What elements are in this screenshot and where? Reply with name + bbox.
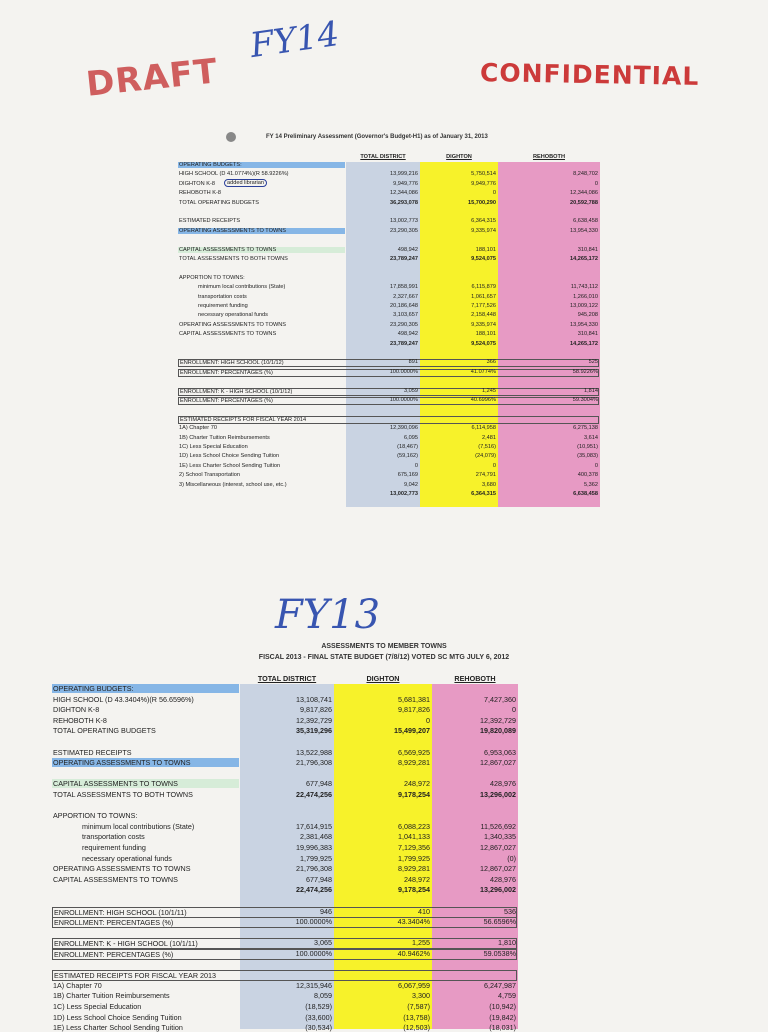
row-label: ENROLLMENT: PERCENTAGES (%)	[52, 917, 517, 928]
row-label: TOTAL ASSESSMENTS TO BOTH TOWNS	[179, 256, 288, 262]
cell-dighton: 9,178,254	[398, 885, 430, 895]
column-header: REHOBOTH	[454, 674, 496, 683]
cell-rehoboth: 945,208	[577, 312, 598, 319]
cell-rehoboth: (0)	[507, 853, 516, 863]
cell-dighton: (7,587)	[407, 1002, 430, 1011]
cell-rehoboth: 11,743,112	[570, 284, 598, 291]
cell-district: (18,467)	[397, 444, 418, 450]
cell-rehoboth: (35,083)	[577, 453, 598, 460]
cell-dighton: 6,088,223	[398, 821, 430, 831]
cell-rehoboth: 1,814	[584, 387, 598, 394]
row-label: ENROLLMENT: PERCENTAGES (%)	[52, 949, 517, 960]
fy13-subtitle: FISCAL 2013 - FINAL STATE BUDGET (7/8/12) VOTED SC MTG JULY 6, 2012	[258, 654, 510, 661]
row-label: requirement funding	[82, 843, 146, 852]
cell-district: 13,999,216	[390, 171, 418, 178]
librarian-annotation: added librarian	[224, 179, 267, 187]
row-label: ENROLLMENT: PERCENTAGES (%)	[178, 369, 599, 377]
row-label: 1C) Less Special Education	[53, 1002, 142, 1011]
row-label: CAPITAL ASSESSMENTS TO TOWNS	[178, 247, 345, 253]
row-label: minimum local contributions (State)	[82, 821, 195, 831]
cell-rehoboth: 8,248,702	[573, 171, 598, 178]
cell-district: 498,942	[397, 331, 418, 338]
cell-rehoboth: 525	[588, 359, 598, 366]
cell-district: (59,162)	[397, 453, 418, 460]
row-label: necessary operational funds	[198, 312, 268, 319]
row-label: 1A) Chapter 70	[53, 980, 102, 990]
row-label: 1D) Less School Choice Sending Tuition	[53, 1012, 182, 1022]
cell-rehoboth: 13,009,122	[570, 303, 598, 309]
row-label: ESTIMATED RECEIPTS FOR FISCAL YEAR 2013	[52, 970, 517, 981]
cell-rehoboth: 6,638,458	[573, 491, 598, 497]
cell-district: 13,522,988	[296, 747, 332, 757]
cell-district: 1,799,925	[300, 853, 332, 863]
cell-district: 100.0000%	[389, 397, 418, 403]
row-label: CAPITAL ASSESSMENTS TO TOWNS	[53, 874, 178, 884]
cell-rehoboth: 59.0538%	[483, 949, 516, 958]
cell-rehoboth: 12,867,027	[480, 758, 516, 768]
column-header: TOTAL DISTRICT	[257, 674, 317, 683]
cell-district: 3,065	[314, 938, 332, 948]
column-header: DIGHTON	[446, 154, 472, 160]
cell-district: 891	[408, 359, 418, 366]
cell-district: 3,059	[404, 387, 418, 394]
cell-rehoboth: 310,841	[577, 246, 598, 253]
cell-district: 498,942	[397, 246, 418, 253]
cell-dighton: 2,481	[482, 434, 496, 441]
cell-rehoboth: (19,842)	[489, 1012, 516, 1022]
cell-dighton: 274,791	[475, 472, 496, 479]
cell-rehoboth: 12,392,729	[480, 715, 516, 725]
row-label: OPERATING ASSESSMENTS TO TOWNS	[52, 758, 239, 767]
cell-district: 23,789,247	[390, 256, 418, 262]
cell-rehoboth: 19,820,089	[480, 726, 516, 736]
cell-rehoboth: 0	[594, 462, 598, 469]
cell-district: 13,108,741	[296, 694, 332, 704]
cell-rehoboth: 1,340,335	[484, 832, 516, 842]
cell-district: 21,796,308	[296, 758, 332, 768]
row-label: requirement funding	[198, 303, 248, 309]
cell-dighton: 0	[426, 715, 430, 725]
column-header: DIGHTON	[366, 674, 400, 683]
cell-district: 12,390,096	[390, 425, 418, 432]
cell-district: 23,789,247	[390, 340, 418, 347]
cell-dighton: 9,949,776	[471, 180, 496, 187]
cell-dighton: 9,335,974	[471, 321, 496, 328]
cell-rehoboth: 13,296,002	[480, 790, 516, 799]
row-label: TOTAL ASSESSMENTS TO BOTH TOWNS	[53, 790, 193, 799]
cell-district: 946	[320, 906, 332, 916]
cell-district: 12,392,729	[296, 715, 332, 725]
row-label: transportation costs	[82, 832, 145, 842]
cell-dighton: 2,158,448	[471, 312, 496, 319]
cell-rehoboth: 428,976	[490, 779, 516, 789]
cell-rehoboth: 1,810	[498, 938, 516, 948]
cell-district: 0	[414, 462, 418, 469]
cell-district: 677,948	[306, 779, 332, 789]
cell-district: 677,948	[306, 874, 332, 884]
cell-district: 22,474,256	[296, 885, 332, 895]
row-label: 1E) Less Charter School Sending Tuition	[179, 462, 281, 469]
cell-dighton: 0	[492, 190, 496, 197]
cell-dighton: 41.0774%	[470, 368, 496, 375]
cell-dighton: 6,114,958	[471, 425, 496, 432]
cell-rehoboth: 56.6596%	[483, 917, 516, 927]
cell-rehoboth: 13,954,330	[570, 321, 598, 328]
cell-rehoboth: 6,638,458	[573, 218, 598, 225]
row-label: ENROLLMENT: K - HIGH SCHOOL (10/1/12)	[178, 388, 599, 396]
cell-rehoboth: 3,614	[584, 434, 598, 441]
cell-district: 9,042	[404, 481, 418, 488]
cell-district: 9,817,826	[300, 705, 332, 715]
cell-dighton: 43.3404%	[397, 917, 430, 927]
cell-dighton: 248,972	[404, 874, 430, 884]
cell-dighton: (13,758)	[403, 1012, 430, 1022]
cell-dighton: 9,817,826	[398, 705, 430, 715]
cell-rehoboth: 13,954,330	[570, 227, 598, 234]
row-label: 1D) Less School Choice Sending Tuition	[179, 453, 280, 460]
cell-dighton: 40.6996%	[470, 397, 496, 403]
row-label: 1C) Less Special Education	[179, 444, 248, 450]
row-label: ESTIMATED RECEIPTS FOR FISCAL YEAR 2014	[178, 416, 599, 424]
column-header: REHOBOTH	[532, 154, 565, 160]
row-label: OPERATING ASSESSMENTS TO TOWNS	[178, 228, 345, 234]
cell-dighton: 6,364,315	[471, 491, 496, 497]
fy13-handwriting: FY13	[275, 592, 381, 638]
cell-district: 13,002,773	[390, 491, 418, 497]
row-label: HIGH SCHOOL (D 43.3404%)(R 56.6596%)	[53, 694, 194, 704]
row-label: TOTAL OPERATING BUDGETS	[179, 199, 259, 206]
row-label: ENROLLMENT: HIGH SCHOOL (10/1/12)	[178, 359, 599, 367]
cell-district: (30,534)	[305, 1023, 332, 1032]
cell-dighton: (12,503)	[403, 1023, 430, 1032]
cell-rehoboth: 6,247,987	[484, 980, 516, 990]
cell-rehoboth: 12,867,027	[480, 843, 516, 852]
cell-dighton: 9,178,254	[398, 790, 430, 799]
cell-district: 23,290,305	[390, 227, 418, 234]
cell-dighton: 7,129,356	[398, 843, 430, 852]
cell-rehoboth: 0	[512, 705, 516, 715]
cell-dighton: 15,499,207	[394, 726, 430, 736]
cell-dighton: 6,115,879	[471, 284, 496, 291]
row-label: OPERATING ASSESSMENTS TO TOWNS	[53, 864, 191, 874]
row-label: REHOBOTH K-8	[179, 190, 221, 197]
cell-district: 35,319,296	[296, 726, 332, 736]
cell-district: 12,315,946	[296, 980, 332, 990]
cell-dighton: 40.9462%	[397, 949, 430, 958]
cell-rehoboth: 12,867,027	[480, 864, 516, 874]
row-label: ENROLLMENT: PERCENTAGES (%)	[178, 397, 599, 405]
cell-rehoboth: 428,976	[490, 874, 516, 884]
row-label: ESTIMATED RECEIPTS	[53, 747, 132, 757]
cell-dighton: 6,067,959	[398, 980, 430, 990]
cell-district: 21,796,308	[296, 864, 332, 874]
cell-rehoboth: (18,031)	[489, 1023, 516, 1032]
cell-rehoboth: 5,362	[584, 481, 598, 488]
cell-dighton: 248,972	[404, 779, 430, 789]
cell-dighton: 366	[486, 359, 496, 366]
cell-rehoboth: 14,265,172	[570, 340, 598, 347]
cell-rehoboth: 0	[594, 180, 598, 187]
cell-district: 675,169	[397, 472, 418, 479]
row-label: DIGHTON K-8	[179, 180, 215, 187]
fy14-handwriting: FY14	[247, 13, 342, 67]
cell-dighton: 9,335,974	[471, 227, 496, 234]
row-label: APPORTION TO TOWNS:	[179, 274, 245, 281]
cell-district: 2,381,468	[300, 832, 332, 842]
row-label: 1A) Chapter 70	[179, 425, 217, 432]
cell-rehoboth: 6,953,063	[484, 747, 516, 757]
row-label: CAPITAL ASSESSMENTS TO TOWNS	[179, 331, 277, 338]
fy14-title: FY 14 Preliminary Assessment (Governor's Budget-H1) as of January 31, 2013	[266, 134, 488, 140]
cell-dighton: 8,929,281	[398, 864, 430, 874]
cell-district: 22,474,256	[296, 790, 332, 799]
fy13-assessment-sheet	[52, 674, 520, 1032]
row-label: REHOBOTH K-8	[53, 715, 107, 725]
cell-dighton: 5,750,514	[471, 171, 496, 178]
row-label: 2) School Transportation	[179, 472, 240, 479]
cell-rehoboth: 58.9226%	[572, 368, 598, 375]
cell-district: 9,949,776	[393, 180, 418, 187]
draft-stamp: DRAFT	[84, 51, 220, 105]
cell-district: 100.0000%	[295, 917, 332, 927]
cell-rehoboth: (10,942)	[489, 1002, 516, 1011]
cell-rehoboth: 310,841	[577, 331, 598, 338]
cell-district: (18,529)	[305, 1002, 332, 1011]
row-label: ESTIMATED RECEIPTS	[179, 218, 241, 225]
row-label: CAPITAL ASSESSMENTS TO TOWNS	[52, 779, 239, 788]
cell-rehoboth: 536	[504, 906, 516, 916]
cell-dighton: 6,364,315	[471, 218, 496, 225]
cell-district: 100.0000%	[389, 368, 418, 375]
cell-dighton: 9,524,075	[471, 340, 496, 347]
row-label: OPERATING BUDGETS:	[52, 684, 239, 693]
cell-dighton: 1,799,925	[398, 853, 430, 863]
cell-district: 20,186,648	[390, 303, 418, 309]
district-logo-icon	[226, 132, 236, 142]
cell-dighton: 3,300	[412, 991, 430, 1001]
row-label: transportation costs	[198, 293, 247, 300]
row-label: necessary operational funds	[82, 853, 172, 863]
cell-district: 6,095	[404, 434, 418, 441]
cell-district: 17,614,915	[296, 821, 332, 831]
cell-district: 23,290,305	[390, 321, 418, 328]
cell-district: (33,600)	[305, 1012, 332, 1022]
cell-district: 19,996,383	[296, 843, 332, 852]
cell-district: 12,344,086	[390, 190, 418, 197]
cell-district: 17,858,991	[390, 284, 418, 291]
cell-dighton: 5,681,381	[398, 694, 430, 704]
cell-district: 3,103,657	[393, 312, 418, 319]
cell-rehoboth: 400,378	[577, 472, 598, 479]
cell-dighton: (7,516)	[478, 444, 496, 450]
cell-district: 2,327,667	[393, 293, 418, 300]
cell-dighton: 6,569,925	[398, 747, 430, 757]
cell-dighton: 188,101	[475, 331, 496, 338]
cell-rehoboth: 12,344,086	[570, 190, 598, 197]
row-label: OPERATING ASSESSMENTS TO TOWNS	[179, 321, 287, 328]
row-label: 3) Miscellaneous (interest, school use, etc.)	[179, 481, 287, 488]
cell-dighton: 1,255	[412, 938, 430, 948]
cell-dighton: 188,101	[475, 246, 496, 253]
cell-rehoboth: 6,275,138	[573, 425, 598, 432]
cell-dighton: 7,177,526	[471, 303, 496, 309]
cell-rehoboth: 14,265,172	[570, 256, 598, 262]
confidential-stamp: CONFIDENTIAL	[479, 58, 700, 91]
cell-rehoboth: 11,526,692	[480, 821, 516, 831]
row-label: 1B) Charter Tuition Reimbursements	[179, 434, 270, 441]
cell-rehoboth: 13,296,002	[480, 885, 516, 895]
cell-dighton: 9,524,075	[471, 256, 496, 262]
cell-district: 100.0000%	[295, 949, 332, 958]
cell-rehoboth: 4,759	[498, 991, 516, 1001]
cell-rehoboth: 20,592,788	[570, 199, 598, 206]
cell-district: 13,002,773	[390, 218, 418, 225]
cell-dighton: 0	[492, 462, 496, 469]
cell-dighton: 1,061,657	[471, 293, 496, 300]
row-label: ENROLLMENT: K - HIGH SCHOOL (10/1/11)	[52, 938, 517, 949]
cell-dighton: 410	[418, 906, 430, 916]
row-label: DIGHTON K-8	[53, 705, 100, 715]
cell-rehoboth: 7,427,360	[484, 694, 516, 704]
row-label: 1E) Less Charter School Sending Tuition	[53, 1023, 183, 1032]
row-label: minimum local contributions (State)	[198, 284, 286, 291]
cell-rehoboth: (10,951)	[577, 444, 598, 450]
column-header: TOTAL DISTRICT	[360, 154, 406, 160]
row-label: ENROLLMENT: HIGH SCHOOL (10/1/11)	[52, 907, 517, 918]
cell-district: 8,059	[314, 991, 332, 1001]
row-label: APPORTION TO TOWNS:	[53, 811, 138, 821]
cell-rehoboth: 59.3004%	[572, 397, 598, 403]
row-label: TOTAL OPERATING BUDGETS	[53, 726, 156, 736]
row-label: HIGH SCHOOL (D 41.0774%)(R 58.9226%)	[179, 171, 289, 178]
fy13-title: ASSESSMENTS TO MEMBER TOWNS	[321, 643, 447, 650]
fy14-assessment-sheet	[178, 152, 600, 522]
cell-rehoboth: 1,266,010	[573, 293, 598, 300]
cell-dighton: 15,700,290	[468, 199, 496, 206]
cell-dighton: 1,041,133	[398, 832, 430, 842]
row-label: OPERATING BUDGETS:	[178, 162, 345, 168]
cell-dighton: 1,245	[482, 387, 496, 394]
cell-dighton: 3,680	[482, 481, 496, 488]
row-label: 1B) Charter Tuition Reimbursements	[53, 991, 170, 1001]
cell-district: 36,293,078	[390, 199, 418, 206]
cell-dighton: 8,929,281	[398, 758, 430, 768]
cell-dighton: (24,079)	[475, 453, 496, 460]
